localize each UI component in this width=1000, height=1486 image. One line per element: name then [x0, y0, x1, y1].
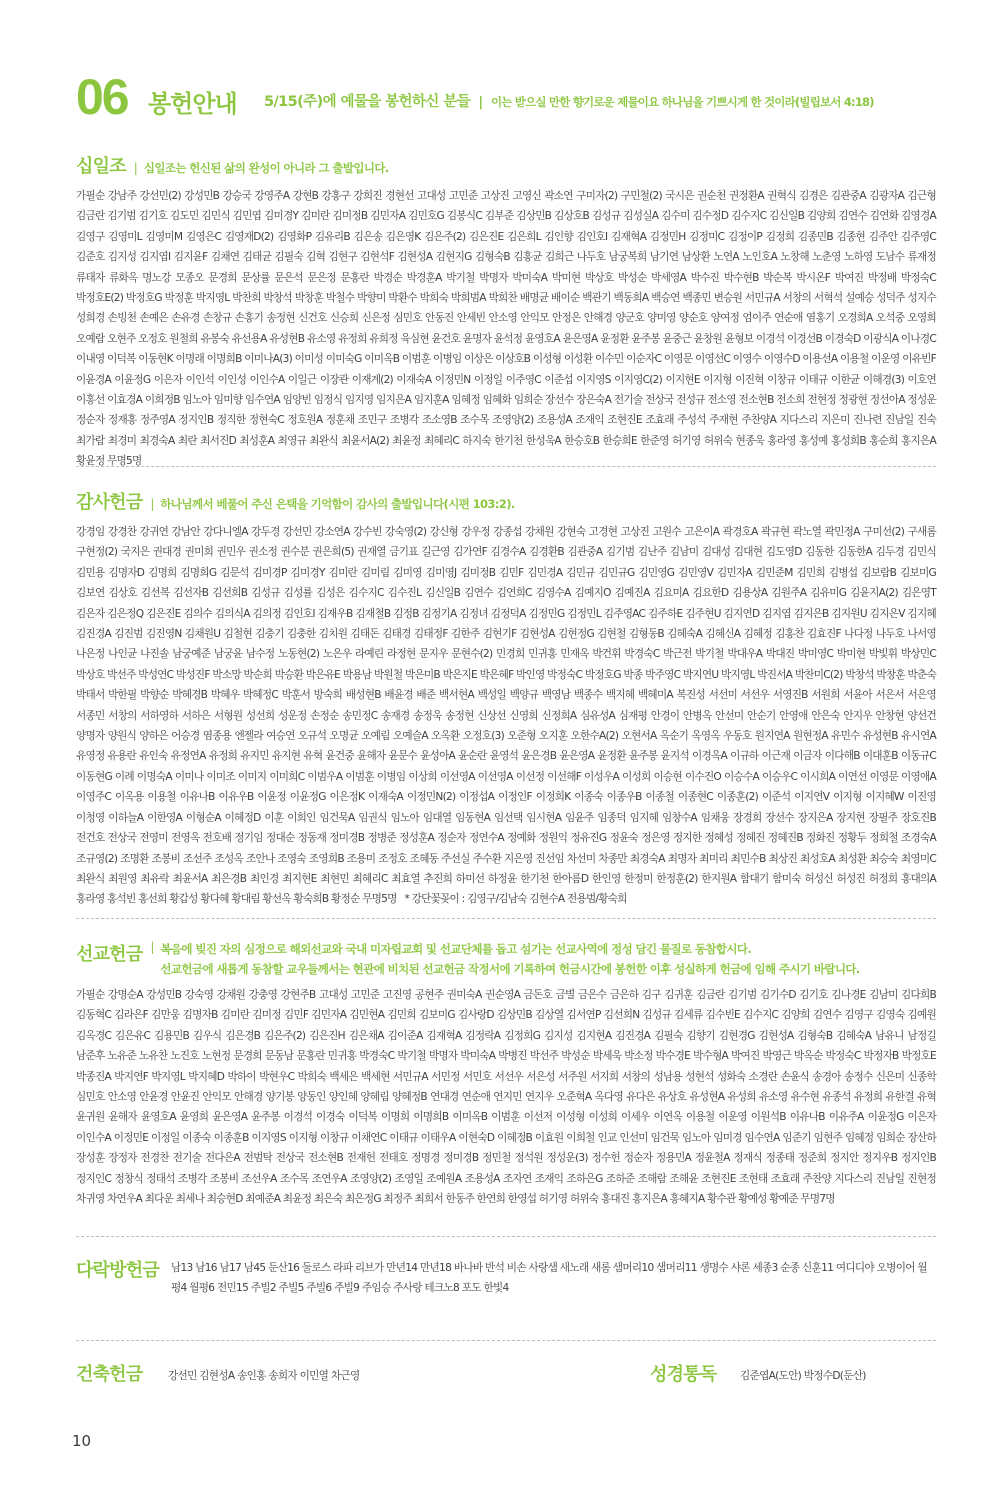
mission-names: 가필순 강명순A 강성민B 강숙영 강채원 강충영 강현주B 고대성 고민준 고진영 공현주 권미숙A 권순영A 금돈호 금별 금은수 금은하 김구 김귀훈 김금란 김기범 김기수D 김기호 김나경E 김남미 김다희B 김동혁C 김라은F 김만웅 김명자B 김미란 김미정 김민F 김민자A 김민현A 김민희 김보미G 김사랑D 김상민B 김상열 김서연P 김선희N 김성규 김세류 김수빈E 김수지C 김양희 김연수 김영구 김영숙 김예원 김옥경C 김은유C 김용민B 김우식 김은경B 김은주(2) 김은진H 김은채A 김이준A 김재혁A 김정락A 김정희G 김지성 김지현A 김진경A 김필숙 김향기 김현경G 김현성A 김형숙B 김혜숙A 남유니 남정길 남준후 노유준 노유찬 노진호 노현정 문경희 문동남 문홍란 민귀홍 박경숙C 박기철 박명자 박미숙A 박병진 박선주 박성순 박세욱 박소정 박수경E 박수형A 박여진 박영근 박옥순 박정숙C 박정자B 박정호E 박종진A 박지연F 박지영L 박지혜D 박하이 박현우C 박희숙 백세은 백세현 서민규A 서민정 서민호 서선우 서은성 서주원 서지희 서창의 성남용 성현석 성화숙 소경란 손윤식 송경아 송정수 신은미 신종학 심민호 안소영 안윤경 안윤진 안익모 안해경 양기봉 양동인 양인혜 양혜림 양혜정B 연대경 연순애 연지민 연지우 오준혁A 옥다영 유다은 유상호 유성현A 유성희 유소영 유수현 유종석 유정희 유한결 유혁 윤귀원 윤해자 윤영호A 윤영희 윤은영A 윤주봉 이경석 이경숙 이덕복 이명희 이명희B 이미옥B 이범훈 이선저 이성형 이성희 이세우 이연옥 이용철 이운영 이원석B 이유나B 이유주A 이윤정G 이은자 이인수A 이정민E 이정일 이종숙 이종훈B 이지영S 이지형 이창규 이채연C 이태규 이태우A 이현숙D 이혜정B 이효원 이희철 인교 인선미 임건묵 임노아 임미경 임수연A 임준기 임현주 임혜정 임희순 장산하 장성훈 장정자 전경찬 전기술 전다은A 전범탁 전상국 전소현B 전재헌 전태호 정명경 정미경B 정민철 정석원 정성운(3) 정수헌 정순자 정용민A 정윤철A 정재식 정종태 정준희 정지안 정지우B 정지인B 정지인C 정창식 정태석 조병각 조봉비 조선우A 조수목 조연우A 조영양(2) 조영일 조예원A 조용성A 조자연 조재익 조하은G 조하준 조해람 조해윤 조현진E 조현태 조효래 주찬양 지다스리 진남일 진현정 차귀영 차연우A 최다운 최세나 최승현D 최예준A 최윤정 최은숙 최은정G 최정주 최희서 한동주 한연희 한영섭 허기영 허위숙 홍대진 홍지은A 홍혜지A 황수관 황예성 황예준 무명7명 [76, 989, 936, 1206]
thanks-description: 하나님께서 베풀어 주신 은택을 기억함이 감사의 출발입니다(시편 103:2). [160, 497, 515, 511]
page-title: 봉헌안내 [148, 90, 237, 118]
building-bible-row [76, 1360, 936, 1390]
mission-description: 복음에 빚진 자의 심정으로 해외선교와 국내 미자립교회 및 선교단체를 돕고 섬기는 선교사역에 정성 담긴 물질로 동참합시다. [160, 942, 752, 956]
mission-title: 선교헌금 [76, 944, 143, 965]
page-number: 10 [72, 1432, 92, 1450]
thanks-section [76, 488, 936, 910]
darak-section [76, 1256, 936, 1298]
divider-bar: | [150, 497, 155, 511]
building-names: 강선민 김현성A 송인홍 송희자 이민열 차근영 [168, 1370, 360, 1382]
tithe-section [76, 152, 936, 472]
thanks-title: 감사헌금 [76, 492, 143, 513]
thanks-names [76, 522, 936, 910]
divider-bar: | [474, 95, 487, 110]
tithe-description: 십일조는 헌신된 삶의 완성이 아니라 그 출발입니다. [143, 161, 389, 175]
header-verse: 이는 받으실 만한 향기로운 제물이요 하나님을 기쁘시게 한 것이라(빌립보서 4:18) [490, 95, 874, 109]
bible-title: 성경통독 [650, 1364, 717, 1385]
tithe-title: 십일조 [76, 156, 126, 177]
divider-bar: | [150, 940, 155, 954]
section-divider [76, 918, 936, 919]
darak-groups: 남13 남16 남17 남45 둔산16 둘로스 라파 리브가 만년14 만년18 바나바 반석 비손 사랑샘 새노래 새롬 샘머리10 샘머리11 생명수 샤론 세종3 순종 신훈11 여디디야 오병이어 월평4 월평6 전민15 주빌2 주빌5 주빌6 주빌9 주임승 주사랑 테크노8 포도 한빛4 [170, 1262, 927, 1294]
offering-date-title: 5/15(주)에 예물을 봉헌하신 분들 [264, 94, 471, 110]
page-subtitle [264, 90, 874, 111]
section-number: 06 [76, 69, 128, 125]
darak-title: 다락방헌금 [76, 1260, 159, 1281]
mission-description-2: 선교헌금에 새롭게 동참할 교우들께서는 현관에 비치된 선교헌금 작정서에 기록하여 헌금시간에 봉헌한 이후 성실하게 헌금에 임해 주시기 바랍니다. [160, 962, 860, 976]
tithe-names: 가필순 강남주 강선민(2) 강성민B 강승국 강영주A 강현B 강홍구 강희진 경현선 고대성 고민준 고상진 고영신 곽소연 구미자(2) 구민철(2) 국시은 권순천 권정환A 권혁식 김경은 김관중A 김광자A 김근형 김금란 김기범 김기호 김도민 김민식 김민엽 김미경Y 김미란 김미정B 김민자A 김민호G 김봉식C 김부준 김상민B 김상호B 김성규 김성실A 김수미 김수정D 김수지C 김신일B 김양희 김연수 김연화 김영경A 김영구 김영미L 김영미M 김영은C 김영재D(2) 김영화P 김유리B 김은송 김은영K 김은주(2) 김은진E 김은희L 김인향 김인호I 김재혁A 김정민H 김정미C 김정이P 김정희 김종민B 김종현 김주안 김주영C 김준호 김지성 김지엽I 김지윤F 김채연 김태균 김필숙 김혁 김현구 김현석F 김현성A 김현지G 김형숙B 김홍균 김희근 나두호 남궁복희 남기연 남상환 노연A 노인호A 노창해 노춘영 노하영 도남수 류재정 류태자 류화옥 명노강 모종오 문경희 문상률 문은석 문은정 문홍란 박경순 박경훈A 박기철 박명자 박미숙A 박미현 박상호 박성순 박세영A 박수진 박수현B 박순복 박시온F 박여진 박정배 박정숙C 박정호E(2) 박정호G 박정훈 박지영L 박찬희 박창석 박창훈 박철수 박향미 박환수 박희숙 박희범A 박희찬 배명균 배이순 백관기 백동희A 백승연 백종민 변승원 서민규A 서창의 서혁석 설예승 성덕주 성지수 성희경 손빙천 손예은 손유경 손창규 손홍기 송정현 신건호 신승희 신은정 심민호 안동진 안세빈 안소영 안익모 안정은 안해경 양군호 양미영 양순호 양여정 엄이주 연순애 염홍기 오경희A 오석중 오영희 오예람 오현주 오정호 원철희 유봉숙 유선용A 유성현B 유소영 유정희 유희정 육심현 윤건호 윤명자 윤석정 윤영호A 윤은영A 윤정환 윤주봉 윤중근 윤창원 윤형보 이경석 이경선B 이경숙D 이광식A 이나경C 이내영 이덕복 이동현K 이명래 이명희B 이미나A(3) 이미성 이미숙G 이미옥B 이범훈 이병임 이상은 이상호B 이성형 이성환 이수민 이순자C 이영문 이영선C 이영수 이영수D 이용선A 이용철 이운영 이유빈F 이윤경A 이윤정G 이은자 이인석 이인성 이인수A 이일근 이장관 이재계(2) 이재숙A 이정민N 이정일 이주영C 이준섭 이지영S 이지영C(2) 이지현E 이지형 이진혁 이창규 이태규 이한균 이해경(3) 이호연 이홍선 이효경A 이희정B 임노아 임미향 임수연A 임양빈 임정식 임지영 임지은A 임지훈A 임혜정 임혜화 임희순 장선수 장은숙A 전기술 전상국 전성규 전소영 전소현B 전소희 전현정 정광현 정선아A 정성운 정순자 정재홍 정주영A 정지인B 정직한 정현숙C 정호원A 정훈채 조민구 조병각 조소영B 조수목 조영양(2) 조용성A 조재익 조현진E 조효래 주성석 주재현 주찬양A 지다스리 지은미 진나련 진남일 진숙 최가람 최경미 최경숙A 최란 최서진D 최성훈A 최영규 최완식 최윤서A(2) 최윤정 최혜리C 하지숙 한기천 한성욱A 한승호B 한승희E 한준영 허기영 허위숙 현종욱 홍라영 홍성예 홍성희B 홍순희 홍지은A 황윤정 무명5명 [76, 190, 936, 468]
bible-names: 김준엽A(도안) 박정수D(둔산) [740, 1370, 866, 1382]
thanks-name-list: 강경임 강경찬 강귀연 강남안 강다니엘A 강두경 강선민 강소연A 강수빈 강숙영(2) 강신형 강우정 강종섭 강채원 강현숙 고경현 고상진 고원수 고은이A 곽경호A 곽규현 곽노열 곽민정A 구미선(2) 구새롬 구현정(2) 국지은 권대경 권미희 권민우 권소정 권수분 권은희(5) 권재열 금기표 길근영 김가연F 김경수A 김경환B 김관중A 김기범 김난주 김남미 김대성 김대현 김도영D 김동한 김동한A 김두경 김민식 김민용 김명자D 김명희 김명희G 김문석 김미경P 김미경Y 김미란 김미림 김미영 김미영J 김미정B 김민F 김민경A 김민규 김민규G 김민영G 김민영V 김민자A 김민준M 김민희 김병섭 김보람B 김보미G 김보연 김상호 김선복 김선자B 김선희B 김성규 김성률 김성은 김수지C 김수진L 김신일B 김연수 김연희C 김영수A 김예지O 김예진A 김요미A 김요한D 김용상A 김원주A 김유미G 김윤지A(2) 김은영T 김은자 김은정Q 김은진E 김의수 김의식A 김의정 김인호I 김재우B 김재철B 김정B 김정기A 김정녀 김정덕A 김정민G 김정민L 김주영AC 김주하E 김주현U 김지연D 김지엽 김지은B 김지원U 김지은V 김지혜 김진경A 김진범 김진영N 김채원U 김철현 김충기 김충한 김치원 김태돈 김태경 김태정F 김한주 김현기F 김현성A 김현정G 김현철 김형동B 김혜숙A 김혜신A 김혜정 김홍찬 김효진F 나다정 나두호 나서영 나은정 나인균 나진솔 남궁예준 남궁윤 남수정 노동현(2) 노은우 라예린 라정현 문지우 문현수(2) 민경희 민귀홍 민재옥 박건휘 박경숙C 박근전 박기철 박대우A 박대진 박미영C 박미현 박빛휘 박상민C 박상호 박선주 박성연C 박성진F 박소망 박순희 박승환 박은유E 박용남 박원철 박은미B 박은지E 박은혜F 박인영 박정숙C 박정호G 박종 박주영C 박지연U 박지영L 박진서A 박찬미C(2) 박창석 박창훈 박춘숙 박태서 박한필 박향순 박혜경B 박혜우 박혜정C 박훈서 방숙희 배성현B 배윤경 배준 백서현A 백성일 백양규 백영남 백종수 백지혜 백혜미A 복진성 서선미 서선우 서영진B 서원희 서윤아 서은서 서은영 서종민 서창의 서하영하 서하은 서형원 성선희 성운정 손정순 송민정C 송재경 송정욱 송정현 신상선 신영희 신정희A 심유성A 심재평 안경이 안병옥 안선미 안순기 안영애 안은숙 안지우 안창현 양선건 양명자 양원식 양하은 어승경 염종용 엔젤라 여승연 오규석 오명균 오예림 오예슬A 오옥환 오정호(3) 오준형 오지훈 오한수A(2) 오현서A 옥순기 옥영옥 우동호 원지연A 원현정A 유민수 유성현B 유시연A 유영정 유용란 유인숙 유정연A 유정희 유지민 유지현 유혁 윤건중 윤해자 윤문수 윤성아A 윤순란 윤영석 윤은경B 윤은영A 윤정환 윤주봉 윤지석 이경옥A 이규하 이근재 이금자 이다해B 이대훈B 이동규C 이동현G 이례 이명숙A 이미나 이미조 이미지 이미희C 이범우A 이범훈 이병임 이상희 이선영A 이선영A 이선정 이선해F 이성우A 이성희 이승현 이수진O 이승수A 이승우C 이시희A 이연선 이영문 이영애A 이영주C 이옥용 이용철 이유나B 이유우B 이윤정 이윤정G 이은정K 이재숙A 이정민N(2) 이정섭A 이정인F 이정희K 이종숙 이종우B 이종철 이종현C 이종훈(2) 이준석 이지연V 이지형 이지혜W 이진영 이청영 이하늘A 이한영A 이형순A 이혜정D 이훈 이희인 임건묵A 임권식 임노아 임대열 임동현A 임선택 임시현A 임윤주 임종덕 임지혜 임창수A 임채웅 장경희 장선수 장지은A 장지현 장필주 장호진B 전건호 전상국 전영미 전영옥 전호배 정기임 정대순 정동재 정미경B 정병준 정성훈A 정순자 정연수A 정예화 정원익 정유진G 정윤숙 정은영 정지한 정혜성 정혜진 정혜진B 정화진 정황두 정희철 조경숙A 조규영(2) 조명환 조봉비 조선주 조성옥 조안나 조영숙 조영희B 조용미 조정호 조혜동 주선실 주수환 지은영 진선임 차선미 차종만 최경숙A 최명자 최미리 최민수B 최상진 최성호A 최성환 최승숙 최영미C 최완식 최원영 최유락 최윤서A 최은경B 최인경 최지현E 최현민 최혜리C 최효열 추진희 하미선 하정윤 한기천 한아름D 한인영 한정미 한정훈(2) 한지원A 함대기 함미숙 허성신 허성진 허정희 홍대의A 홍라영 홍석빈 홍선희 황갑성 황다혜 황대림 황선옥 황숙희B 황정순 무명5명 [76, 526, 936, 906]
mission-section [76, 940, 936, 1209]
section-divider [76, 466, 936, 467]
building-title: 건축헌금 [76, 1364, 143, 1385]
page-header [76, 69, 936, 126]
altar-flower-note: * 강단꽃꽂이 : 김영구/김남숙 김현수A 전용범/황숙희 [404, 893, 627, 906]
section-divider [76, 1340, 936, 1341]
section-divider [76, 1236, 936, 1237]
divider-bar: | [133, 161, 138, 175]
